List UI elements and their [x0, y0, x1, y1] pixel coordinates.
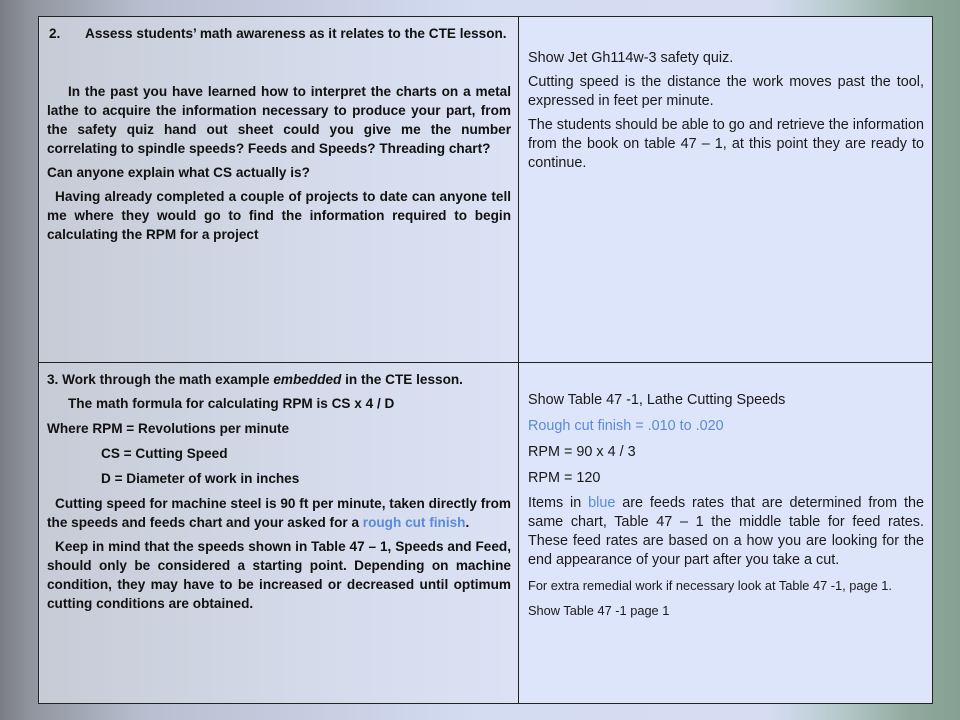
row3-items-blue: blue — [588, 495, 616, 511]
row2-left-cell — [39, 17, 519, 363]
row3-cs-def: CS = Cutting Speed — [101, 446, 228, 461]
row2-retrieve-info: The students should be able to go and retrieve the information from the book on table 47 – 1, at this point they are ready to continue. — [528, 117, 924, 171]
row3-heading-pre: 3. Work through the math example — [47, 372, 274, 387]
row3-cutting-speed-para — [47, 494, 511, 532]
row3-show-page: Show Table 47 -1 page 1 — [528, 603, 670, 618]
row2-paragraph-cs-question: Can anyone explain what CS actually is? — [47, 165, 310, 180]
row3-items-post: are feeds rates that are determined from the same chart, Table 47 – 1 the middle table for feed rates. These feed rates are based on a how you are looking for the end appearance of your part after you take a cut. — [528, 495, 924, 568]
row3-left-cell — [39, 363, 519, 704]
row3-cut-blue: rough cut finish — [362, 515, 466, 530]
row3-rough-cut: Rough cut finish = .010 to .020 — [528, 418, 724, 434]
row3-where: Where RPM = Revolutions per minute — [47, 421, 290, 436]
row2-heading-text: Assess students’ math awareness as it relates to the CTE lesson. — [85, 26, 507, 41]
row2-number: 2. — [49, 26, 61, 41]
row3-keep-in-mind: Keep in mind that the speeds shown in Table 47 – 1, Speeds and Feed, should only be considered a starting point. Depending on machine condition, they may have to be increased or decreased until optimum cutting conditions are obtained. — [47, 539, 511, 611]
row3-rpm-result: RPM = 120 — [528, 470, 601, 486]
row3-heading-post: in the CTE lesson. — [341, 372, 463, 387]
row3-items-pre: Items in — [528, 495, 589, 511]
row3-cut-post: . — [465, 515, 470, 530]
row2-heading — [47, 24, 511, 43]
lesson-plan-table — [38, 16, 933, 704]
table-row — [39, 363, 933, 704]
row3-formula: The math formula for calculating RPM is CS x 4 / D — [68, 396, 395, 411]
row3-show-table: Show Table 47 -1, Lathe Cutting Speeds — [528, 392, 786, 408]
row3-heading — [47, 370, 511, 389]
row3-d-def: D = Diameter of work in inches — [101, 471, 300, 486]
row3-right-cell — [519, 363, 933, 704]
row2-cutting-speed-def: Cutting speed is the distance the work moves past the tool, expressed in feet per minute. — [528, 74, 924, 109]
row2-show-quiz: Show Jet Gh114w-3 safety quiz. — [528, 50, 734, 66]
row3-heading-em: embedded — [273, 372, 342, 387]
row3-rpm-formula: RPM = 90 x 4 / 3 — [528, 444, 636, 460]
row3-extra-remedial: For extra remedial work if necessary look at Table 47 -1, page 1. — [528, 578, 892, 593]
row2-paragraph-rpm-question: Having already completed a couple of projects to date can anyone tell me where they would go to find the information required to begin calculating the RPM for a project — [47, 189, 511, 242]
row3-cut-pre: Cutting speed for machine steel is 90 ft per minute, taken directly from the speeds and feeds chart and your asked for a — [47, 496, 511, 530]
row2-right-cell — [519, 17, 933, 363]
row3-items-para — [528, 494, 924, 570]
table-row — [39, 17, 933, 363]
row2-paragraph-charts: In the past you have learned how to interpret the charts on a metal lathe to acquire the information necessary to produce your part, from the safety quiz hand out sheet could you give me the number correlating to spindle speeds? Feeds and Speeds? Threading chart? — [47, 84, 511, 156]
